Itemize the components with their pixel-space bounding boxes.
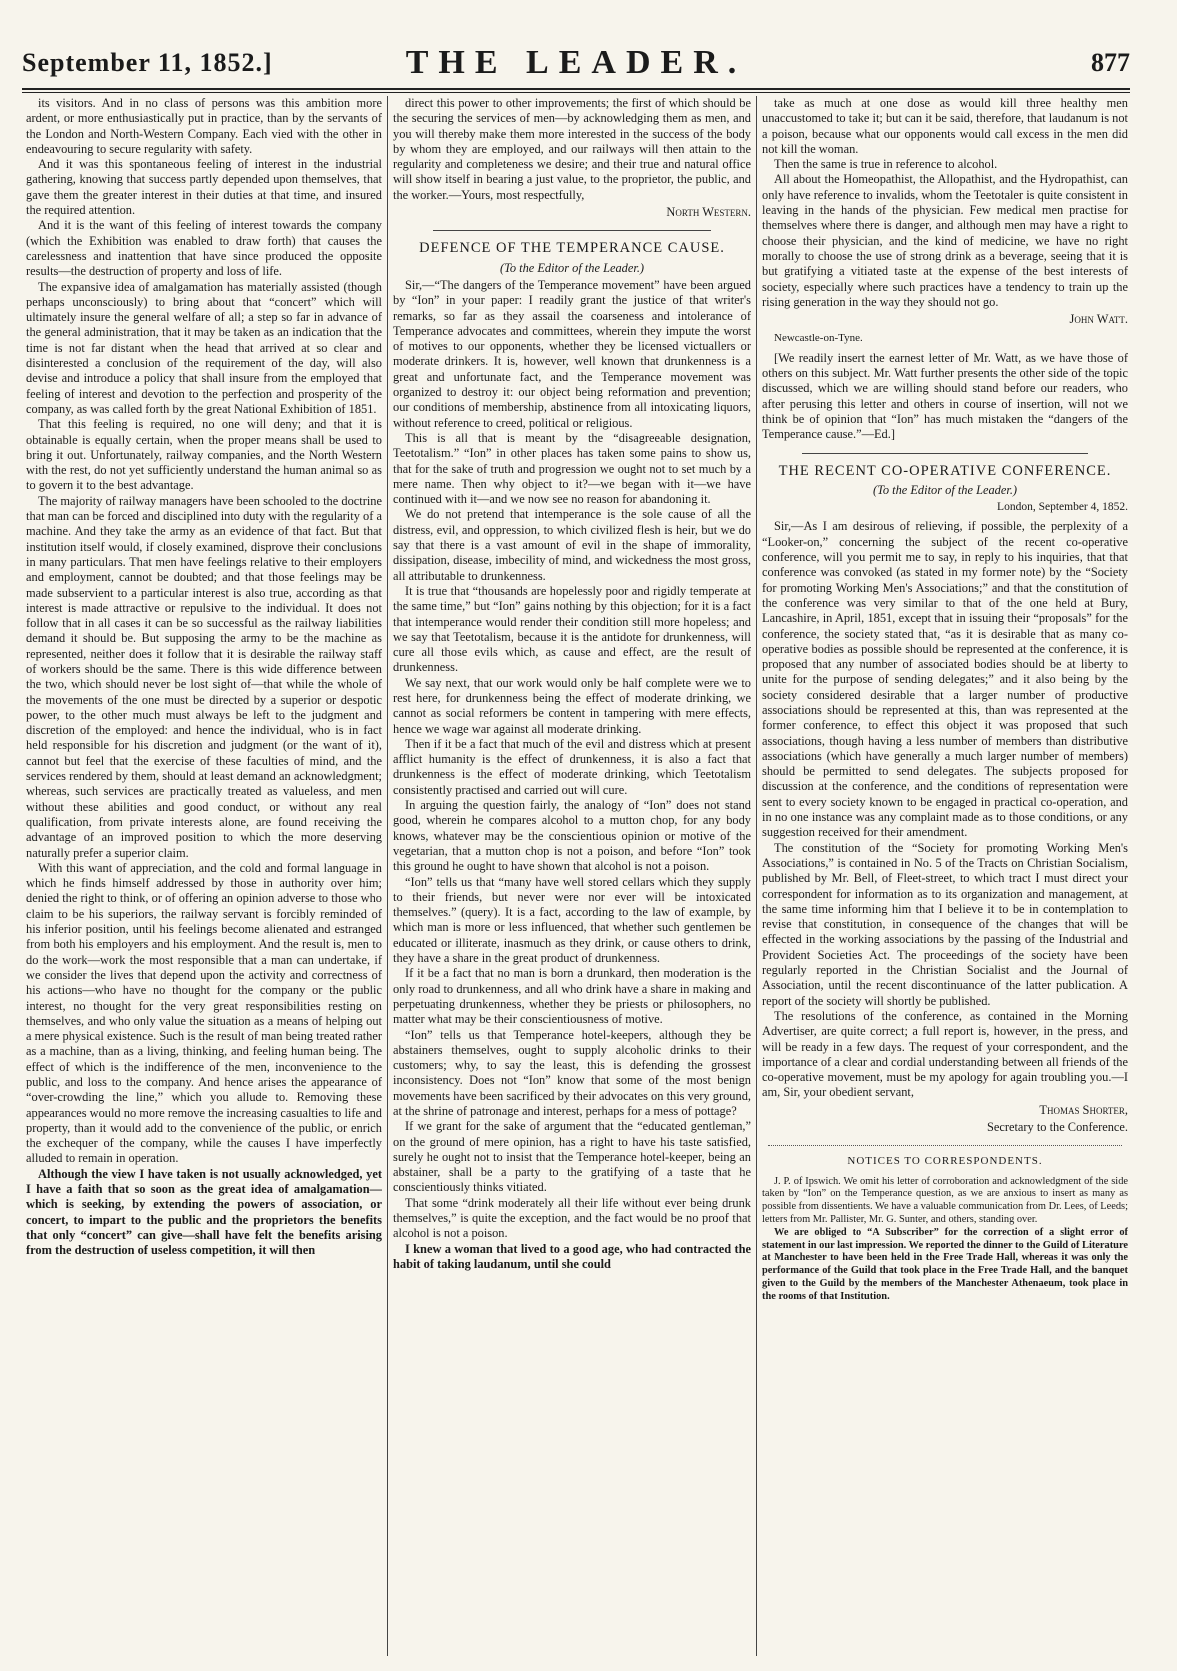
notice: We are obliged to “A Subscriber” for the correction of a slight error of statement in our last impression. We reported the dinner to the Guild of Literature at Manchester to have been held in the Free Trade Hall, whereas it was only the performance of the Guild that took place in the Free Trade Hall, and the banquet given to the Guild by the members of the Manchester Athenaeum, took place in the rooms of that Institution. (762, 1226, 1128, 1302)
paragraph: its visitors. And in no class of persons was this ambition more ardent, or more enthusiastically put in practice, than by the servants of the London and North-Western Company. Each vied with the other in endeavouring to secure regularity with safety. (26, 96, 382, 156)
paragraph: That this feeling is required, no one will deny; and that it is obtainable is equally certain, when the proper means shall be used to bring it out. Unfortunately, railway companies, and the North Western with the rest, do not yet sufficiently understand the human animal so as to govern it to the best advantage. (26, 417, 382, 493)
paragraph: It is true that “thousands are hopelessly poor and rigidly temperate at the same time,” but “Ion” gains nothing by this objection; for it is a fact that intemperance would render their condition still more hopeless; and we say that Teetotalism, because it is the antidote for drunkenness, will cure all those evils which, as cause and effect, are the result of drunkenness. (393, 583, 751, 675)
paragraph: We say next, that our work would only be half complete were we to rest here, for drunkenness being the effect of moderate drinking, we cannot as social reformers be content in tampering with mere effects, hence we wage war against all moderate drinking. (393, 675, 751, 736)
paragraph: In arguing the question fairly, the analogy of “Ion” does not stand good, wherein he compares alcohol to a mutton chop, for any body knows, whatever may be the conscientious opinion or motive of the vegetarian, that a mutton chop is not a poison, and before “Ion” took this ground he ought to have shown that alcohol is not a poison. (393, 798, 751, 874)
signature: North Western. (666, 205, 751, 220)
paragraph: Sir,—“The dangers of the Temperance movement” have been argued by “Ion” in your paper: I readily grant the justice of that writer's remarks, so far as they assail the coarseness and intolerance of Temperance advocates and committees, wherein they impute the worst of motives to our opponents, whether they be licensed victuallers or moderate drinkers. It is, however, well known that drunkenness is a great and unfortunate fact, and the Temperance movement was organized to destroy it: our object being reformation and prevention; our conditions of membership, abstinence from all intoxicating liquors, without reference to creed, political or religious. (393, 277, 751, 430)
paragraph: If we grant for the sake of argument that the “educated gentleman,” on the ground of mere opinion, has a right to have his taste satisfied, surely he ought not to insist that the Temperance hotel-keeper, being an abstainer, shall be a party to the gratifying of a taste that he conscientiously thinks vitiated. (393, 1119, 751, 1195)
paragraph: If it be a fact that no man is born a drunkard, then moderation is the only road to drunkenness, and all who drink have a share in making and perpetuating drunkenness, whether they be priests or philosophers, no matter what may be their conscientiousness of motive. (393, 966, 751, 1027)
place-line: Newcastle-on-Tyne. (774, 332, 863, 345)
signature: Thomas Shorter, (1039, 1102, 1128, 1117)
paragraph: All about the Homeopathist, the Allopathist, and the Hydropathist, can only have reference to invalids, whom the Teetotaler is quite consistent in leaving in the hands of the physician. Few medical men practise for themselves where there is danger, and although men may have a right to choose their physician, and the kind of medicine, we have no right morally to choose the use of strong drink as a beverage, seeing that it is but gratifying a vitiated taste at the expense of the best interests of society, especially where such practices have a tendency to train up the rising generation in the way they should not go. (762, 172, 1128, 309)
paragraph: Then the same is true in reference to alcohol. (774, 157, 998, 172)
article-subheading: (To the Editor of the Leader.) (499, 260, 645, 275)
paragraph: Although the view I have taken is not usually acknowledged, yet I have a faith that so soon as the great idea of amalgamation—which is seeking, by extending the powers of association, or concert, to impart to the public and the proprietors the benefits that only “concert” can give—shall have felt the benefits arising from the destruction of useless competition, it will then (26, 1166, 382, 1258)
paragraph: “Ion” tells us that Temperance hotel-keepers, although they be abstainers themselves, ought to supply alcoholic drinks to their customers; why, to say the least, this is defending the grossest inconsistency. Does not “Ion” know that some of the most benign movements have been sacrificed by their advocates on this very ground, at the shrine of patronage and interest, perhaps for a mess of pottage? (393, 1027, 751, 1118)
issue-date: September 11, 1852.] (22, 48, 273, 77)
masthead-rule (22, 88, 1130, 90)
editor-note: [We readily insert the earnest letter of Mr. Watt, as we have those of others on this subject. Mr. Watt further presents the other side of the topic discussed, which we are willing should stand before our readers, who after perusing this letter and others in course of insertion, will not we think be of opinion that “Ion” has much mistaken the “dangers of the Temperance cause.”—Ed.] (762, 350, 1128, 442)
notices-heading: NOTICES TO CORRESPONDENTS. (847, 1155, 1043, 1168)
column-divider (756, 96, 757, 1656)
paragraph: This is all that is meant by the “disagreeable designation, Teetotalism.” “Ion” in other places has taken some pains to show us, that for the sake of truth and progression we ought not to set much by a mere name. Then why object to it?—we began with it—we have continued with it—and we now see no reason for abandoning it. (393, 430, 751, 507)
paragraph: Then if it be a fact that much of the evil and distress which at present afflict humanity is the effect of drunkenness, it is also a fact that drunkenness is the effect of moderate drinking, which Teetotalism consistently practised and carried out will cure. (393, 736, 751, 797)
paragraph: take as much at one dose as would kill three healthy men unaccustomed to take it; but can it be said, therefore, that laudanum is not a poison, because what our opponents would call excess in the men did not kill the woman. (762, 96, 1128, 156)
paragraph: direct this power to other improvements; the first of which should be the securing the services of men—by acknowledging them as men, and you will thereby make them more interested in the success of the body by whom they are employed, and our railways will then attain to the regularity and completeness we desire; and their true and natural office will show itself in bearing a just value, to the proprietor, the public, and the worker.—Yours, most respectfully, (393, 96, 751, 202)
paragraph: That some “drink moderately all their life without ever being drunk themselves,” is quite the exception, and the fact would be no proof that alcohol is not a poison. (393, 1195, 751, 1241)
paragraph: Sir,—As I am desirous of relieving, if possible, the perplexity of a “Looker-on,” concerning the subject of the recent co-operative conference, will you permit me to say, in reply to his inquiries, that that conference was convoked (as stated in my former note) by the “Society for promoting Working Men's Associations;” and that the constitution of the conference was very similar to that of the one held at Bury, Lancashire, in April, 1851, except that in issuing their “proposals” for the conference, the society stated that, “as it is desirable that as many co-operative bodies as possible should be represented at the conference, it is proposed that any number of associated bodies should be at liberty to unite for the purpose of sending delegates;” and it also being by the society considered desirable that a larger number of productive associations should be represented at this, than was represented at the former conference, to effect this object it was proposed that such associations, though having a less number of members than distributive associations (which have generally a much larger number of members) should be permitted to send delegates. The subjects proposed for discussion at the conference, and the conditions of representation were sent to every society known to be engaged in practical co-operation, and in no one instance was any complaint made as to those conditions, or any suggestion received for their amendment. (762, 519, 1128, 840)
column-2 (393, 96, 751, 1656)
paragraph: The expansive idea of amalgamation has materially assisted (though perhaps unconsciously) to bring about that “concert” which will ultimately insure the general welfare of all; a step so far in advance of the general administration, that it may be taken as an indication that the time is not far distant when the head that arrived at so clear and disinterested a conclusion of the requirement of the day, will also devise and introduce a policy that shall insure from the employed that feeling of interest and devotion to the perfection and prosperity of the company, as was called forth by the great National Exhibition of 1851. (26, 279, 382, 416)
signature-title: Secretary to the Conference. (986, 1120, 1128, 1134)
article-subheading: (To the Editor of the Leader.) (872, 482, 1018, 497)
section-divider (768, 1145, 1122, 1146)
paragraph: I knew a woman that lived to a good age, who had contracted the habit of taking laudanum, until she could (393, 1241, 751, 1271)
section-divider (802, 453, 1088, 454)
paragraph: The majority of railway managers have been schooled to the doctrine that man can be forced and disciplined into duty with the regularity of a machine. And they take the army as an evidence of that fact. But that institution itself would, if closely examined, disprove their conclusions in many particulars. That men have feelings relative to their employers and employment, cannot be doubted; and that those feelings may be made subservient to a particular interest is also true, according as that interest is made attractive or repulsive to the individual. It does not follow that in all cases it can be so successful as the railway liabilities demand it should be. But supposing the army to be the machine as represented, neither does it follow that it is desirable the railway staff of workers should be the same. There is this wide difference between the two, which should never be lost sight of—that while the whole of the movements of the one must be directed by a superior or despotic power, to the other much must always be left to the judgment and discretion of the employed: and hence the individual, who is in fact held responsible for his discretion and judgment (or the want of it), cannot but feel that the exercise of these faculties of mind, and the services rendered by them, should at least demand an acknowledgment; whereas, such services are practically treated as valueless, and men without these abilities and good conduct, or without any real qualification, from private interests alone, are found receiving the advantage of an improved position to which the more deserving naturally prefer a superior claim. (26, 493, 382, 860)
paragraph: With this want of appreciation, and the cold and formal language in which he finds himself addressed by those in authority over him; denied the right to think, or of offering an opinion adverse to those who claim to be his superiors, the railway servant is forcibly reminded of his inferior position, until his feelings become alienated and estranged from both his employers and his employment. And the result is, men to do the work—work the most responsible that a man can undertake, if we consider the lives that depend upon the activity and correctness of his actions—who have no thought for the company or the public interest, no thought for the very great responsibilities resting on themselves, and who only value the situation as a means of helping out a mere physical existence. Such is the result of man being treated rather as a machine, than as a living, thinking, and feeling human being. The effect of which is the indifference of the men, inconvenience to the public, and loss to the company. And hence arises the appearance of “over-crowding the line,” which you allude to. Removing these appearances would no more remove the increasing casualties to life and property, than it would add to the convenience of the public, or enrich the exchequer of the company, while the causes I have imperfectly alluded to remain in operation. (26, 860, 382, 1166)
paragraph: And it was this spontaneous feeling of interest in the industrial gathering, knowing that success partly depended upon themselves, that gave them the greater interest in their duties at that time, and insured the required attention. (26, 157, 382, 218)
section-divider (433, 230, 711, 231)
paragraph: “Ion” tells us that “many have well stored cellars which they supply to their friends, but never were nor ever will be intoxicated themselves.” (query). It is a fact, according to the law of example, by which man is more or less influenced, that whether such gentlemen be educated or illiterate, inasmuch as they drink, or cause others to drink, they have a share in the great product of drunkenness. (393, 874, 751, 966)
notice: J. P. of Ipswich. We omit his letter of corroboration and acknowledgment of the side taken by “Ion” on the Temperance question, as we are anxious to insert as many as possible from dissentients. We have a valuable communication from Dr. Lees, of Leeds; letters from Mr. Pallister, Mr. G. Sunter, and others, standing over. (762, 1175, 1128, 1225)
masthead-rule-thin (22, 92, 1130, 93)
article-heading: THE RECENT CO-OPERATIVE CONFERENCE. (778, 462, 1112, 479)
paragraph: The constitution of the “Society for promoting Working Men's Associations,” is contained in No. 5 of the Tracts on Christian Socialism, published by Mr. Bell, of Fleet-street, to which tract I must direct your correspondent for information as to its organization and management, at the same time informing him that I believe it to be in contemplation to revise that constitution, in consequence of the changes that will be effected in the working associations by the passing of the Industrial and Provident Societies Act. The proceedings of the society have been regularly reported in the Christian Socialist and the Journal of Association, until the recent discontinuance of the latter publication. A report of the society will shortly be published. (762, 840, 1128, 1008)
column-divider (387, 96, 388, 1656)
paragraph: We do not pretend that intemperance is the sole cause of all the distress, evil, and oppression, to which civilized flesh is heir, but we do say that there is a vast amount of evil in the shape of immorality, dissipation, disease, imbecility of mind, and wickedness the most gross, all attributable to drunkenness. (393, 507, 751, 583)
masthead (22, 44, 1130, 90)
page-number: 877 (1091, 48, 1130, 77)
dateline: London, September 4, 1852. (997, 501, 1128, 514)
article-heading: DEFENCE OF THE TEMPERANCE CAUSE. (419, 240, 725, 257)
column-3 (762, 96, 1128, 1656)
column-1 (26, 96, 382, 1656)
paragraph: And it is the want of this feeling of interest towards the company (which the Exhibition was enabled to draw forth) that causes the carelessness and inattention that have since produced the opposite results—the destruction of property and loss of life. (26, 218, 382, 279)
newspaper-title: THE LEADER. (405, 44, 747, 81)
signature: John Watt. (1069, 312, 1128, 327)
paragraph: The resolutions of the conference, as contained in the Morning Advertiser, are quite correct; a full report is, however, in the press, and will be ready in a few days. The request of your correspondent, and the importance of a clear and cordial understanding between all friends of the co-operative movement, must be my apology for again troubling you.—I am, Sir, your obedient servant, (762, 1008, 1128, 1100)
